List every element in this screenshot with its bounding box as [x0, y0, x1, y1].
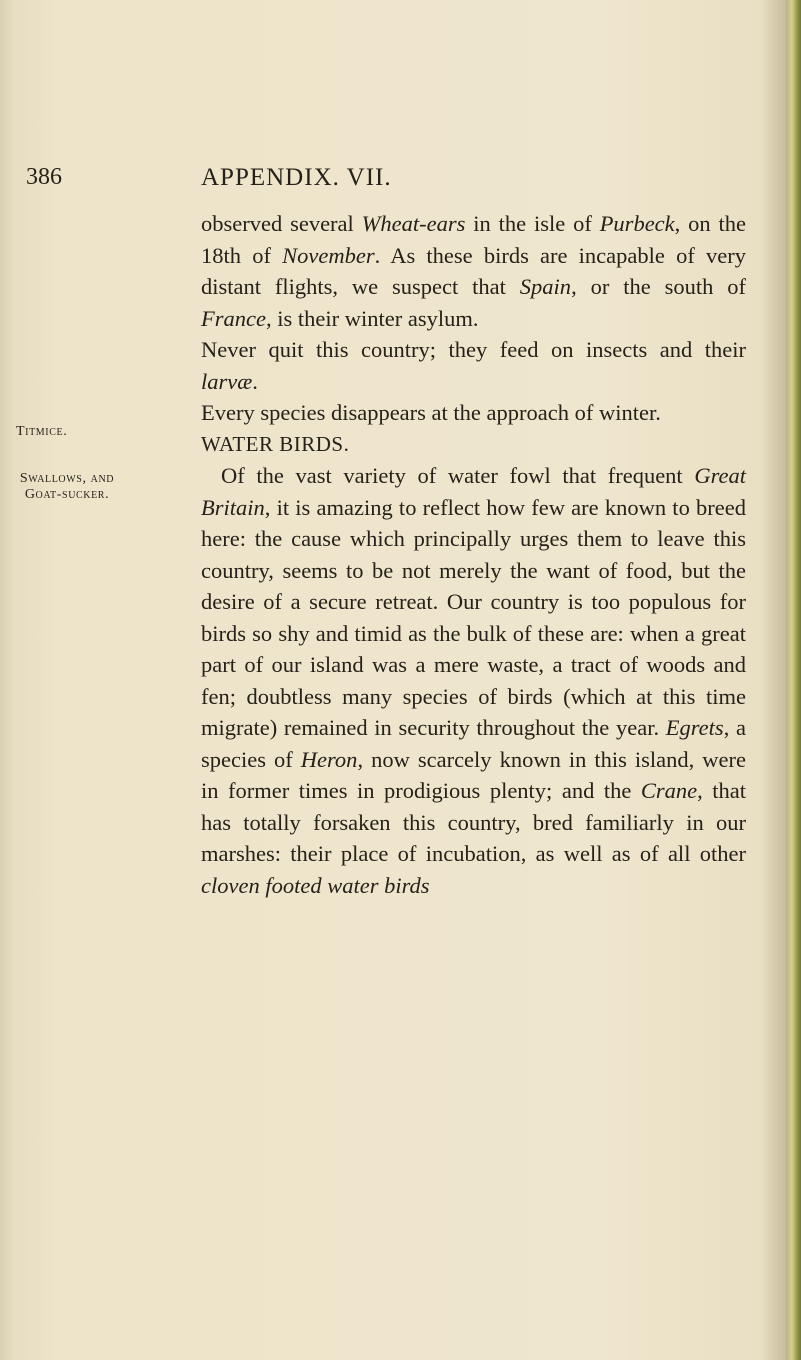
italic-run: Egrets [665, 715, 724, 740]
italic-run: cloven footed water birds [201, 872, 430, 898]
italic-run: Great Britain [201, 463, 746, 520]
text-run: in the isle of [465, 211, 600, 236]
text-run: . As these birds are incapable of very distant flights, we suspect that [201, 242, 746, 299]
italic-run: Crane [640, 778, 698, 803]
italic-run: France [201, 305, 266, 331]
text-run: , is their winter asylum. [265, 305, 479, 331]
margin-note-swallows: Swallows, and Goat-sucker. [19, 471, 115, 502]
paragraph-swallows [201, 397, 746, 429]
italic-run: Spain [519, 274, 572, 299]
section-heading: WATER BIRDS. [201, 431, 350, 456]
body-text [201, 208, 746, 901]
text-run: , that has totally forsaken this country, bred familiarly in our marshes: their place of incubation, as well as of all other [201, 778, 746, 866]
text-run: , a species of [201, 715, 746, 772]
italic-run: November [282, 242, 375, 268]
text-run: Never quit this country; they feed on insects and their [201, 337, 746, 362]
text-run: , on the 18th of [201, 211, 746, 268]
italic-run: Wheat-ears [361, 211, 466, 236]
margin-note-titmice: Titmice. [16, 424, 68, 439]
text-run: . [252, 368, 258, 394]
text-run: , now scarcely known in this island, were in former times in prodigious plenty; and the [201, 746, 746, 803]
paragraph-water-birds [201, 460, 746, 901]
text-run: , it is amazing to reflect how few are known to breed here: the cause which principally urges them to leave this country, seems to be not merely the want of food, but the desire of a secure retreat. Our country is too populous for birds so shy and timid as the bulk of these are: when a great part of our island was a mere waste, a tract of woods and fen; doubtless many species of birds (which at this time migrate) remained in security throughout the year. [201, 494, 746, 740]
paragraph-wheatears [201, 208, 746, 334]
running-head: APPENDIX. VII. [201, 164, 392, 191]
italic-run: Heron [300, 746, 358, 772]
paragraph-titmice [201, 334, 746, 397]
page-number: 386 [26, 164, 62, 190]
italic-run: larvæ [201, 368, 253, 394]
text-run: Every species disappears at the approach of winter. [201, 400, 661, 425]
text-run: Of the vast variety of water fowl that frequent [221, 463, 695, 488]
page-edge [786, 0, 801, 1360]
text-run: observed several [201, 211, 362, 236]
text-run: , or the south of [571, 274, 746, 299]
italic-run: Purbeck [599, 211, 675, 236]
page-header [26, 164, 686, 200]
